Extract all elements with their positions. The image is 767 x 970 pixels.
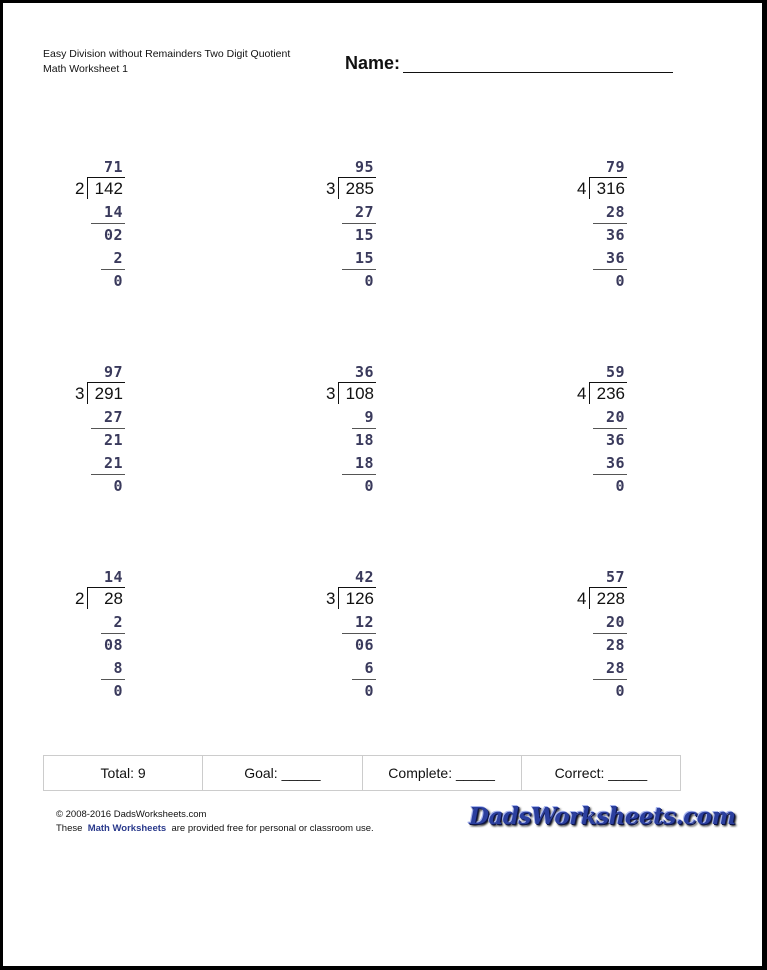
quotient: 95 — [354, 158, 374, 176]
division-bar — [589, 587, 627, 588]
work-step: 21 — [103, 454, 123, 472]
subtraction-line — [101, 679, 125, 680]
worksheet-subtitle: Math Worksheet 1 — [43, 63, 129, 75]
subtraction-line — [91, 474, 125, 475]
quotient: 57 — [605, 568, 625, 586]
work-step: 28 — [605, 203, 625, 221]
work-step: 9 — [364, 408, 374, 426]
dividend: 285 — [345, 179, 374, 198]
division-problem — [314, 158, 454, 288]
work-step: 0 — [615, 272, 625, 290]
name-label: Name: — [345, 53, 401, 73]
name-line[interactable] — [403, 72, 673, 73]
divisor: 3 — [326, 384, 336, 403]
worksheet-page — [3, 3, 762, 966]
work-step: 0 — [113, 682, 123, 700]
division-bar — [589, 382, 627, 383]
worksheet-title: Easy Division without Remainders Two Digit Quotient — [43, 48, 291, 60]
work-step: 0 — [615, 682, 625, 700]
subtraction-line — [91, 223, 125, 224]
correct-cell[interactable]: Correct: _____ — [554, 765, 648, 781]
work-step: 27 — [354, 203, 374, 221]
divisor: 4 — [577, 179, 587, 198]
work-step: 14 — [103, 203, 123, 221]
work-step: 21 — [103, 431, 123, 449]
goal-cell[interactable]: Goal: _____ — [203, 756, 362, 790]
divisor: 3 — [326, 179, 336, 198]
division-problem — [314, 568, 454, 698]
dividend: 291 — [94, 384, 123, 403]
work-step: 0 — [113, 272, 123, 290]
subtraction-line — [593, 679, 627, 680]
work-step: 36 — [605, 226, 625, 244]
work-step: 0 — [615, 477, 625, 495]
division-bar — [338, 382, 376, 383]
work-step: 2 — [113, 249, 123, 267]
division-problem — [63, 158, 203, 288]
work-step: 8 — [113, 659, 123, 677]
work-step: 28 — [605, 659, 625, 677]
division-problem — [565, 363, 705, 493]
dividend: 316 — [596, 179, 625, 198]
work-step: 6 — [364, 659, 374, 677]
work-step: 36 — [605, 249, 625, 267]
work-step: 06 — [354, 636, 374, 654]
math-worksheets-link[interactable]: Math Worksheets — [87, 823, 167, 834]
quotient: 14 — [103, 568, 123, 586]
division-problem — [63, 568, 203, 698]
work-step: 20 — [605, 613, 625, 631]
complete-cell[interactable]: Complete: _____ — [363, 756, 522, 790]
division-bar — [338, 177, 376, 178]
subtraction-line — [352, 428, 376, 429]
score-table — [43, 755, 681, 791]
work-step: 20 — [605, 408, 625, 426]
work-step: 36 — [605, 431, 625, 449]
quotient: 59 — [605, 363, 625, 381]
quotient: 97 — [103, 363, 123, 381]
work-step: 12 — [354, 613, 374, 631]
divisor: 4 — [577, 384, 587, 403]
divisor: 2 — [75, 589, 85, 608]
work-step: 02 — [103, 226, 123, 244]
division-problem — [565, 568, 705, 698]
work-step: 15 — [354, 249, 374, 267]
work-step: 0 — [113, 477, 123, 495]
subtraction-line — [593, 269, 627, 270]
subtraction-line — [91, 428, 125, 429]
dividend: 228 — [596, 589, 625, 608]
subtraction-line — [101, 269, 125, 270]
work-step: 27 — [103, 408, 123, 426]
work-step: 18 — [354, 431, 374, 449]
work-step: 15 — [354, 226, 374, 244]
dividend: 236 — [596, 384, 625, 403]
subtraction-line — [342, 223, 376, 224]
work-step: 36 — [605, 454, 625, 472]
quotient: 36 — [354, 363, 374, 381]
subtraction-line — [352, 679, 376, 680]
work-step: 0 — [364, 477, 374, 495]
division-bar — [338, 587, 376, 588]
divisor: 4 — [577, 589, 587, 608]
copyright-text: © 2008-2016 DadsWorksheets.com — [56, 809, 207, 820]
work-step: 2 — [113, 613, 123, 631]
division-problem — [565, 158, 705, 288]
subtraction-line — [593, 474, 627, 475]
total-cell: Total: 9 — [44, 756, 203, 790]
division-problem — [314, 363, 454, 493]
work-step: 28 — [605, 636, 625, 654]
dadsworksheets-logo[interactable]: DadsWorksheets.com — [469, 803, 736, 830]
quotient: 79 — [605, 158, 625, 176]
dividend: 142 — [94, 179, 123, 198]
subtraction-line — [342, 269, 376, 270]
work-step: 0 — [364, 272, 374, 290]
work-step: 08 — [103, 636, 123, 654]
subtraction-line — [593, 428, 627, 429]
subtraction-line — [593, 633, 627, 634]
divisor: 3 — [75, 384, 85, 403]
division-bar — [589, 177, 627, 178]
work-step: 0 — [364, 682, 374, 700]
notice-prefix: These — [56, 823, 83, 834]
usage-notice — [56, 823, 374, 834]
dividend: 108 — [345, 384, 374, 403]
division-bar — [87, 587, 125, 588]
subtraction-line — [593, 223, 627, 224]
dividend: 126 — [345, 589, 374, 608]
divisor: 2 — [75, 179, 85, 198]
quotient: 42 — [354, 568, 374, 586]
subtraction-line — [342, 633, 376, 634]
work-step: 18 — [354, 454, 374, 472]
dividend: 28 — [104, 589, 123, 608]
notice-suffix: are provided free for personal or classroom use. — [171, 823, 374, 834]
quotient: 71 — [103, 158, 123, 176]
division-bar — [87, 382, 125, 383]
subtraction-line — [101, 633, 125, 634]
divisor: 3 — [326, 589, 336, 608]
division-problem — [63, 363, 203, 493]
subtraction-line — [342, 474, 376, 475]
division-bar — [87, 177, 125, 178]
